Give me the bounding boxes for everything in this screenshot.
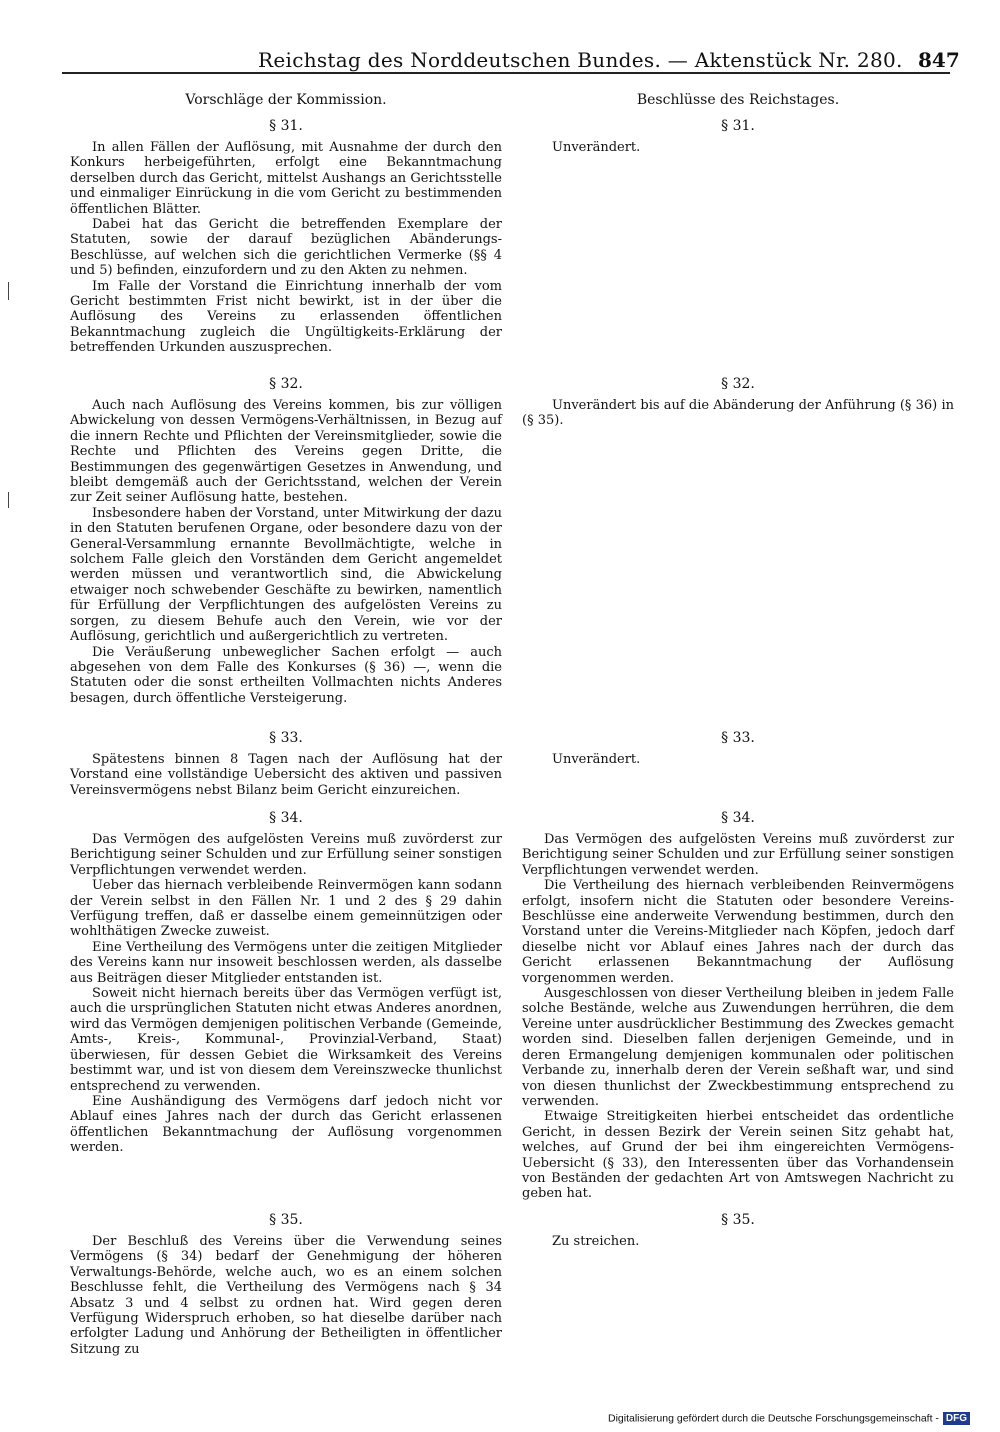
paragraph: Die Vertheilung des hiernach verbleibenden Reinvermögens erfolgt, insofern nicht die Statuten oder besondere Vereins-Beschlüsse eine anderweite Verwendung bestimmen, durch den Vorstand unter die Vereins-Mitglieder nach Köpfen, jedoch darf dieselbe nicht vor Ablauf eines Jahres nach der durch das Gericht erlassenen Bekanntmachung der Auflösung vorgenommen werden. [522,878,954,986]
right-column-heading: Beschlüsse des Reichstages. [636,92,840,108]
left-column-heading: Vorschläge der Kommission. [185,92,387,108]
paragraph: Ausgeschlossen von dieser Vertheilung bleiben in jedem Falle solche Bestände, welche aus Zuwendungen herrühren, die dem Vereine unter ausdrücklicher Bestimmung des Zweckes gemacht worden sind. Dieselben fallen derjenigen Gemeinde, und in deren Ermangelung demjenigen kommunalen oder politischen Verbande zu, innerhalb deren der Verein seßhaft war, und sind von diesen thunlichst der Zweckbestimmung entsprechend zu verwenden. [522,986,954,1109]
paragraph: Etwaige Streitigkeiten hierbei entscheidet das ordentliche Gericht, in dessen Bezirk der Verein seinen Sitz gehabt hat, welches, auf Grund der bei ihm eingereichten Vermögens-Uebersicht (§ 33), den Interessenten über das Vorhandensein von Beständen der gedachten Art von Amtswegen Nachricht zu geben hat. [522,1109,954,1202]
section-heading: § 34. [721,810,755,826]
paragraph: Ueber das hiernach verbleibende Reinvermögen kann sodann der Verein selbst in den Fällen Nr. 1 und 2 des § 29 dahin Verfügung treffen, daß er dasselbe einem gemeinnützigen oder wohlthätigen Zwecke zuweist. [70,878,502,940]
margin-mark [8,492,9,508]
digitization-footer [608,1412,1000,1432]
paragraph: Unverändert bis auf die Abänderung der Anführung (§ 36) in (§ 35). [522,398,954,429]
paragraph: Im Falle der Vorstand die Einrichtung innerhalb der vom Gericht bestimmten Frist nicht bewirkt, ist in der über die Auflösung des Vereins zu erlassenden öffentlichen Bekanntmachung zugleich die Ungültigkeits-Erklärung der betreffenden Urkunden auszusprechen. [70,278,502,356]
paragraph: Insbesondere haben der Vorstand, unter Mitwirkung der dazu in den Statuten berufenen Organe, oder besondere dazu von der General-Versammlung ernannte Bevollmächtigte, welche in solchem Falle gleich den Vorständen dem Gericht angemeldet werden müssen und verantwortlich sind, die Abwickelung etwaiger noch schwebender Geschäfte zu bewirken, namentlich für Erfüllung der Verpflichtungen des aufgelösten Vereins zu sorgen, zu diesem Behufe auch den Verein, wie vor der Auflösung, gerichtlich und außergerichtlich zu vertreten. [70,505,502,645]
section-heading: § 33. [721,730,755,746]
paragraph: Das Vermögen des aufgelösten Vereins muß zuvörderst zur Berichtigung seiner Schulden und zur Erfüllung seiner sonstigen Verpflichtungen verwendet werden. [70,832,502,878]
left-section-32 [70,376,502,706]
margin-mark [8,282,9,300]
section-heading: § 31. [721,118,755,134]
section-heading: § 35. [269,1212,303,1228]
paragraph: Die Veräußerung unbeweglicher Sachen erfolgt — auch abgesehen von dem Falle des Konkurses (§ 36) —, wenn die Statuten oder die sonst ertheilten Vollmachten nichts Anderes besagen, durch öffentliche Versteigerung. [70,644,502,706]
paragraph: Zu streichen. [552,1234,640,1249]
footer-text: Digitalisierung gefördert durch die Deutsche Forschungsgemeinschaft - [608,1412,939,1425]
paragraph: Unverändert. [552,752,641,767]
left-section-35 [70,1212,502,1357]
header-rule [62,72,950,74]
right-section-35 [522,1212,954,1249]
page-number: 847 [918,48,960,72]
left-section-31 [70,118,502,356]
running-header [0,44,1000,74]
paragraph: Soweit nicht hiernach bereits über das Vermögen verfügt ist, auch die ursprünglichen Statuten nicht etwas Anderes anordnen, wird das Vermögen demjenigen politischen Verbande (Gemeinde, Amts-, Kreis-, Kommunal-, Provinzial-Verband, Staat) überwiesen, für dessen Gebiet die Wirksamkeit des Vereins bestimmt war, und ist von diesem dem Vereinszwecke thunlichst entsprechend zu verwenden. [70,986,502,1094]
right-section-31 [522,118,954,155]
paragraph: Der Beschluß des Vereins über die Verwendung seines Vermögens (§ 34) bedarf der Genehmigung der höheren Verwaltungs-Behörde, welche auch, wo es an einem solchen Beschlusse fehlt, die Vertheilung des Vermögens nach § 34 Absatz 3 und 4 selbst zu ordnen hat. Wird gegen deren Verfügung Widerspruch erhoben, so hat dieselbe darüber nach erfolgter Ladung und Anhörung der Betheiligten in öffentlicher Sitzung zu [70,1234,502,1357]
right-section-33 [522,730,954,767]
section-heading: § 31. [269,118,303,134]
right-section-34 [522,810,954,1202]
right-section-32 [522,376,954,429]
left-section-34 [70,810,502,1156]
paragraph: Unverändert. [552,140,641,155]
left-section-33 [70,730,502,798]
paragraph: In allen Fällen der Auflösung, mit Ausnahme der durch den Konkurs herbeigeführten, erfolgt eine Bekanntmachung derselben durch das Gericht, mittelst Aushangs an Gerichtsstelle und einmaliger Einrückung in die vom Gericht zu bestimmenden öffentlichen Blätter. [70,140,502,217]
paragraph: Dabei hat das Gericht die betreffenden Exemplare der Statuten, sowie der darauf bezüglichen Abänderungs-Beschlüsse, auf welchen sich die gerichtlichen Vermerke (§§ 4 und 5) befinden, einzufordern und zu den Akten zu nehmen. [70,217,502,279]
paragraph: Das Vermögen des aufgelösten Vereins muß zuvörderst zur Berichtigung seiner Schulden und zur Erfüllung seiner sonstigen Verpflichtungen verwendet werden. [522,832,954,878]
dfg-logo: DFG [943,1412,970,1425]
section-heading: § 32. [269,376,303,392]
running-title: Reichstag des Norddeutschen Bundes. — Aktenstück Nr. 280. [258,48,903,72]
paragraph: Auch nach Auflösung des Vereins kommen, bis zur völligen Abwickelung von dessen Vermögens-Verhältnissen, in Bezug auf die innern Rechte und Pflichten der Vereinsmitglieder, sowie die Rechte und Pflichten des Vereins gegen Dritte, die Bestimmungen des gegenwärtigen Gesetzes in Anwendung, und bleibt demgemäß auch der Gerichtsstand, welchen der Verein zur Zeit seiner Auflösung hatte, bestehen. [70,398,502,506]
paragraph: Eine Aushändigung des Vermögens darf jedoch nicht vor Ablauf eines Jahres nach der durch das Gericht erlassenen öffentlichen Bekanntmachung der Auflösung vorgenommen werden. [70,1093,502,1156]
paragraph: Eine Vertheilung des Vermögens unter die zeitigen Mitglieder des Vereins kann nur insoweit beschlossen werden, als dasselbe aus Beiträgen dieser Mitglieder entstanden ist. [70,939,502,986]
section-heading: § 33. [269,730,303,746]
section-heading: § 34. [269,810,303,826]
paragraph: Spätestens binnen 8 Tagen nach der Auflösung hat der Vorstand eine vollständige Uebersicht des aktiven und passiven Vereinsvermögens nebst Bilanz beim Gericht einzureichen. [70,752,502,798]
left-column [70,88,502,1357]
right-column [522,88,954,1249]
section-heading: § 32. [721,376,755,392]
section-heading: § 35. [721,1212,755,1228]
